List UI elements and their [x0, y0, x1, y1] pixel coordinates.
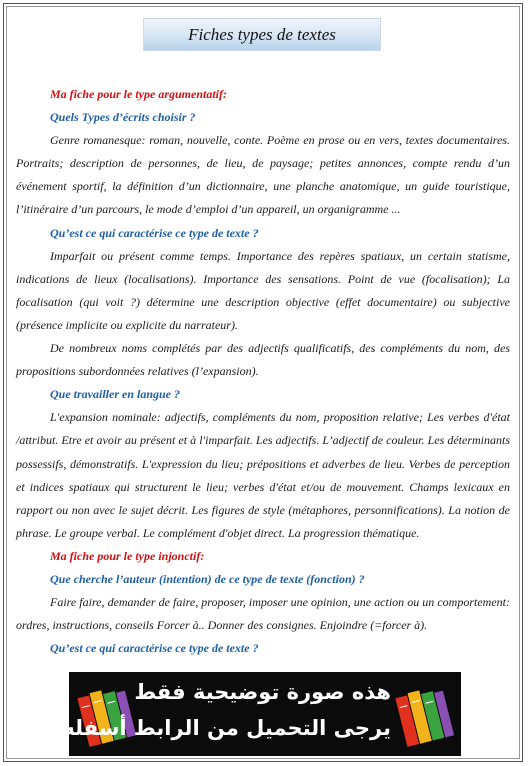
section-heading-argumentatif: Ma fiche pour le type argumentatif:	[50, 87, 227, 101]
page-title: Fiches types de textes	[143, 18, 381, 51]
watermark-banner	[62, 672, 461, 756]
paragraph: Imparfait ou présent comme temps. Importance des repères spatiaux, un certain statisme, indications de lieux (localisations). Importance des sensations. Point de vue (focalisation); La focalisation (qui voit ?) détermine une description objective (effet documentaire) ou subjective (présence implicite ou explicite du narrateur).	[16, 248, 510, 332]
paragraph: Genre romanesque: roman, nouvelle, conte. Poème en prose ou en vers, textes documentaires. Portraits; description de personnes, de lieu, de paysage; petites annonces, compte rendu d’un événement sportif, la définition d’un dictionnaire, une planche anatomique, un guide touristique, l’itinéraire d’un parcours, le mode d’emploi d’un appareil, un organigramme ...	[16, 133, 510, 217]
document-body	[16, 83, 510, 660]
question-heading: Quels Types d’écrits choisir ?	[50, 110, 196, 125]
section-heading-injonctif: Ma fiche pour le type injonctif:	[50, 548, 205, 563]
paragraph: L'expansion nominale: adjectifs, compléments du nom, proposition relative; Les verbes d'état /attribut. Etre et avoir au présent et à l'imparfait. Les adjectifs. L’adjectif de couleur. Les déterminants possessifs, démonstratifs. L'expression du lieu; prépositions et adverbes de lieu. Verbes de perception et indices spatiaux qui structurent le lieu; verbes d'état et/ou de mouvement. Champs lexicaux en rapport ou non avec le sujet décrit. Les figures de style (métaphores, personnifications). La notion de phrase. Le groupe verbal. Le complément d'objet direct. La progression thématique.	[16, 410, 510, 540]
paragraph: De nombreux noms complétés par des adjectifs qualificatifs, des compléments du nom, des propositions subordonnées relatives (l’expansion).	[16, 341, 510, 379]
question-heading: Qu’est ce qui caractérise ce type de texte ?	[50, 225, 259, 240]
watermark-line-1: هذه صورة توضيحية فقط	[134, 680, 391, 704]
watermark-line-2: يرجى التحميل من الرابط أسفله	[62, 716, 391, 740]
question-heading: Que cherche l’auteur (intention) de ce type de texte (fonction) ?	[50, 571, 365, 586]
paragraph: Faire faire, demander de faire, proposer, imposer une opinion, une action ou un comportement: ordres, instructions, conseils Forcer à.. Donner des consignes. Enjoindre (=forcer à).	[16, 595, 510, 633]
question-heading: Que travailler en langue ?	[50, 387, 181, 402]
question-heading: Qu’est ce qui caractérise ce type de texte ?	[50, 641, 259, 656]
books-icon	[393, 678, 455, 750]
